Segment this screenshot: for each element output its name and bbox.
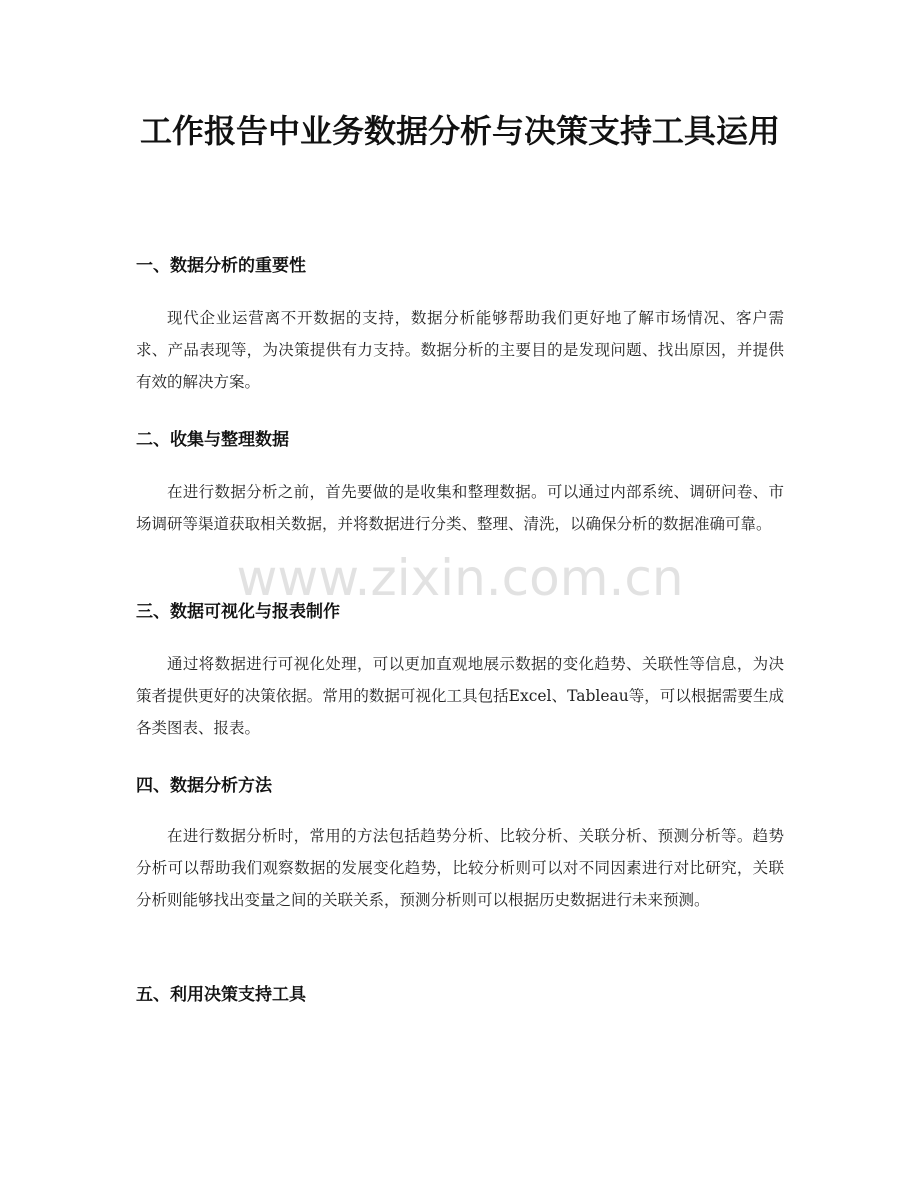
section-heading-importance: 一、数据分析的重要性 xyxy=(136,256,306,276)
document-title: 工作报告中业务数据分析与决策支持工具运用 xyxy=(139,112,780,150)
section-body-visualization: 通过将数据进行可视化处理，可以更加直观地展示数据的变化趋势、关联性等信息，为决策者提供更好的决策依据。常用的数据可视化工具包括Excel、Tableau等，可以根据需要生成各类图表、报表。 xyxy=(136,655,784,737)
section-heading-methods: 四、数据分析方法 xyxy=(136,776,272,796)
section-body-methods: 在进行数据分析时，常用的方法包括趋势分析、比较分析、关联分析、预测分析等。趋势分析可以帮助我们观察数据的发展变化趋势，比较分析则可以对不同因素进行对比研究，关联分析则能够找出变量之间的关联关系，预测分析则可以根据历史数据进行未来预测。 xyxy=(136,827,784,909)
section-body-collection: 在进行数据分析之前，首先要做的是收集和整理数据。可以通过内部系统、调研问卷、市场调研等渠道获取相关数据，并将数据进行分类、整理、清洗，以确保分析的数据准确可靠。 xyxy=(136,483,784,533)
section-body-importance: 现代企业运营离不开数据的支持，数据分析能够帮助我们更好地了解市场情况、客户需求、产品表现等，为决策提供有力支持。数据分析的主要目的是发现问题、找出原因，并提供有效的解决方案。 xyxy=(136,309,784,391)
section-heading-visualization: 三、数据可视化与报表制作 xyxy=(136,602,340,622)
section-heading-collection: 二、收集与整理数据 xyxy=(136,430,289,450)
section-heading-decision-tools: 五、利用决策支持工具 xyxy=(136,985,306,1005)
watermark: www.zixin.com.cn xyxy=(236,549,684,607)
